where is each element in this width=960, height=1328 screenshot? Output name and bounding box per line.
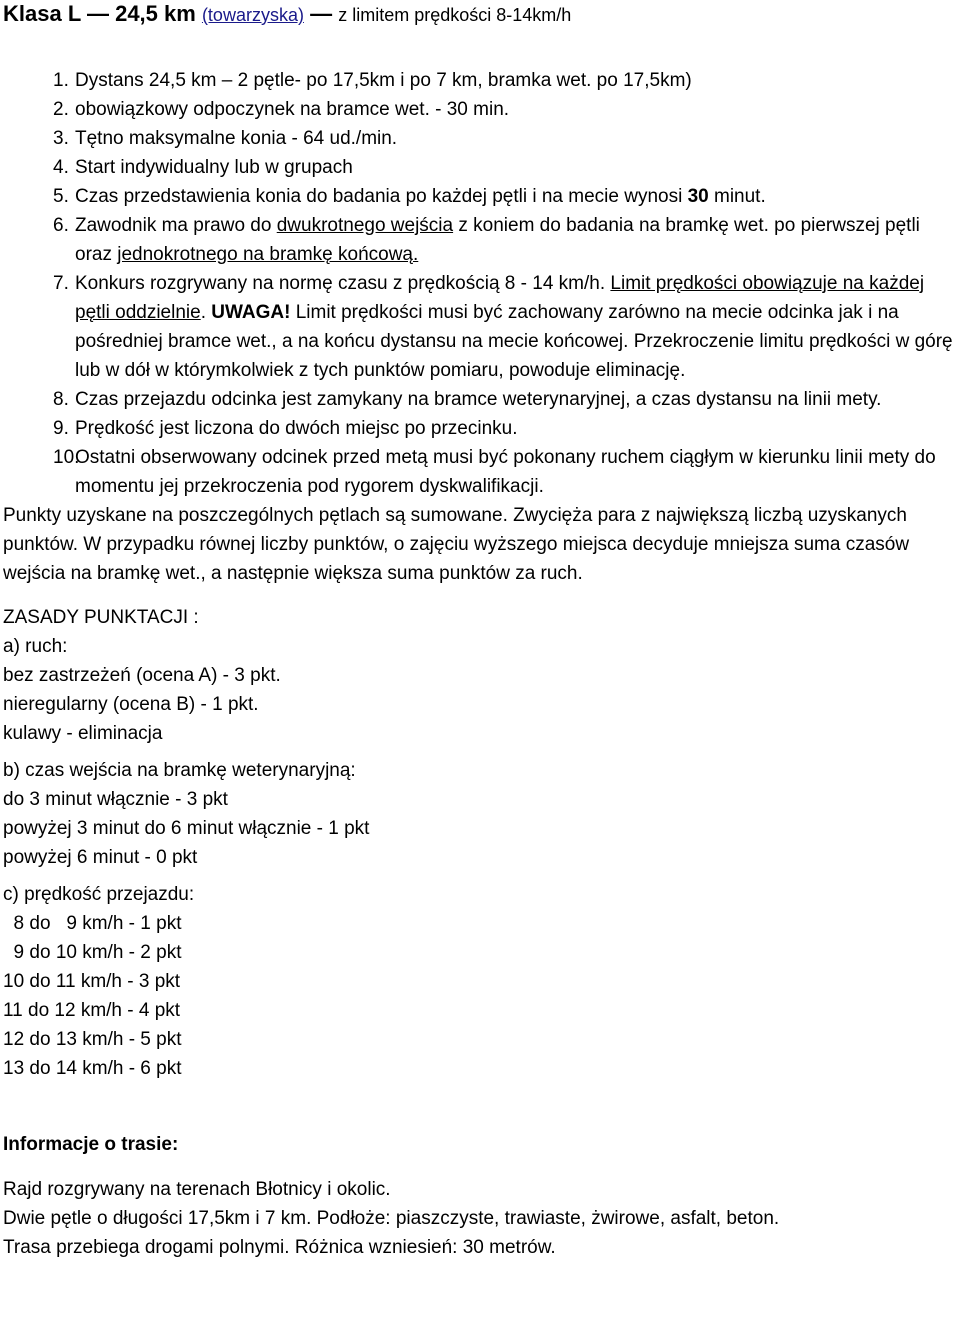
scoring-a-list (3, 661, 958, 748)
rule-text (75, 211, 958, 269)
summary-paragraph: Punkty uzyskane na poszczególnych pętlach są sumowane. Zwycięża para z największą liczbą uzyskanych punktów. W przypadku równej liczby punktów, o zajęciu wyższego miejsca decyduje mniejsza suma czasów wejścia na bramkę wet., a następnie większa suma punktów za ruch. (3, 505, 910, 584)
rule-text-span: minut. (708, 186, 766, 207)
title-class: Klasa L — 24,5 km (3, 1, 196, 26)
rule-item (3, 66, 958, 95)
title-dash: — (310, 1, 333, 26)
rule-number: 6. (53, 215, 69, 236)
scoring-c-title: c) prędkość przejazdu: (3, 884, 195, 905)
rule-text-span: Czas przedstawienia konia do badania po każdej pętli i na mecie wynosi (75, 186, 688, 207)
rule-text (75, 124, 958, 153)
bold-text: UWAGA! (211, 302, 291, 323)
document-page (3, 0, 958, 1262)
movement-score-item: kulawy - eliminacja (3, 723, 163, 744)
route-info-line: Rajd rozgrywany na terenach Błotnicy i okolic. (3, 1179, 391, 1200)
rule-number: 2. (53, 99, 69, 120)
vet-time-score-item: powyżej 3 minut do 6 minut włącznie - 1 pkt (3, 818, 370, 839)
rule-text-span: Ostatni obserwowany odcinek przed metą musi być pokonany ruchem ciągłym w kierunku linii mety do momentu jej przekroczenia pod rygorem dyskwalifikacji. (75, 447, 936, 497)
route-info-line: Dwie pętle o długości 17,5km i 7 km. Podłoże: piaszczyste, trawiaste, żwirowe, asfalt, beton. (3, 1208, 780, 1229)
rule-text-span: Start indywidualny lub w grupach (75, 157, 353, 178)
rules-list (3, 66, 958, 501)
document-title (3, 0, 958, 28)
rule-text-span: obowiązkowy odpoczynek na bramce wet. - 30 min. (75, 99, 510, 120)
rule-text (75, 66, 958, 95)
rule-item (3, 385, 958, 414)
scoring-c-list (3, 909, 958, 1083)
rule-item (3, 443, 958, 501)
rule-text (75, 153, 958, 182)
route-heading: Informacje o trasie: (3, 1134, 179, 1155)
rule-text (75, 269, 958, 385)
rule-text-span: Zawodnik ma prawo do (75, 215, 277, 236)
rule-text-span: Czas przejazdu odcinka jest zamykany na bramce weterynaryjnej, a czas dystansu na linii mety. (75, 389, 882, 410)
underlined-text: jednokrotnego na bramkę końcową. (117, 244, 419, 265)
rule-text-span: - po 17,5km i po 7 km, bramka wet. po 17,5km) (294, 70, 692, 91)
rule-text-span: Limit prędkości musi być zachowany zarówno na mecie odcinka jak i na pośredniej bramce wet., a na końcu dystansu na mecie końcowej. Przekroczenie limitu prędkości w górę lub w dół w którymkolwiek z tych punktów pomiaru, powoduje eliminację. (75, 302, 953, 381)
rule-number: 7. (53, 273, 69, 294)
rule-text-span: Tętno maksymalne konia - 64 ud./min. (75, 128, 398, 149)
bold-text: 30 (687, 186, 709, 207)
title-speed-limit: z limitem prędkości 8-14km/h (338, 5, 572, 25)
scoring-b-title: b) czas wejścia na bramkę weterynaryjną: (3, 760, 356, 781)
movement-score-item: nieregularny (ocena B) - 1 pkt. (3, 694, 259, 715)
underlined-text: Limit prędkości obowiązuje na każdej pętli oddzielnie (75, 273, 925, 323)
rule-text (75, 95, 958, 124)
rule-text-span: Prędkość jest liczona do dwóch miejsc po przecinku. (75, 418, 518, 439)
rule-item (3, 269, 958, 385)
rule-item (3, 182, 958, 211)
rule-text-span: z koniem do badania na bramkę wet. po pierwszej pętli oraz (75, 215, 920, 265)
rule-text-span: Konkurs rozgrywany na normę czasu z prędkością 8 - 14 km/h. (75, 273, 611, 294)
speed-score-item: 8 do 9 km/h - 1 pkt (3, 913, 182, 934)
scoring-b-list (3, 785, 958, 872)
rule-item (3, 414, 958, 443)
rule-text (75, 414, 958, 443)
rule-number: 9. (53, 418, 69, 439)
rule-number: 4. (53, 157, 69, 178)
rule-number: 10. (53, 447, 80, 468)
rule-number: 1. (53, 70, 69, 91)
rule-text-span: Dystans 24,5 km – 2 pętle (75, 70, 295, 91)
rule-text (75, 385, 958, 414)
rule-number: 8. (53, 389, 69, 410)
movement-score-item: bez zastrzeżeń (ocena A) - 3 pkt. (3, 665, 281, 686)
scoring-a-title: a) ruch: (3, 636, 68, 657)
vet-time-score-item: powyżej 6 minut - 0 pkt (3, 847, 198, 868)
rule-text-span: . (200, 302, 212, 323)
speed-score-item: 12 do 13 km/h - 5 pkt (3, 1029, 182, 1050)
underlined-text: dwukrotnego wejścia (276, 215, 454, 236)
speed-score-item: 13 do 14 km/h - 6 pkt (3, 1058, 182, 1079)
vet-time-score-item: do 3 minut włącznie - 3 pkt (3, 789, 228, 810)
rule-item (3, 124, 958, 153)
rule-item (3, 95, 958, 124)
speed-score-item: 9 do 10 km/h - 2 pkt (3, 942, 182, 963)
route-info-line: Trasa przebiega drogami polnymi. Różnica wzniesień: 30 metrów. (3, 1237, 556, 1258)
rule-number: 5. (53, 186, 69, 207)
rule-item (3, 211, 958, 269)
rule-item (3, 153, 958, 182)
speed-score-item: 10 do 11 km/h - 3 pkt (3, 971, 181, 992)
speed-score-item: 11 do 12 km/h - 4 pkt (3, 1000, 181, 1021)
rule-text (75, 182, 958, 211)
route-info (3, 1175, 958, 1262)
rule-number: 3. (53, 128, 69, 149)
scoring-heading: ZASADY PUNKTACJI : (3, 607, 199, 628)
title-category-link[interactable]: (towarzyska) (201, 5, 304, 25)
rule-text (75, 443, 958, 501)
